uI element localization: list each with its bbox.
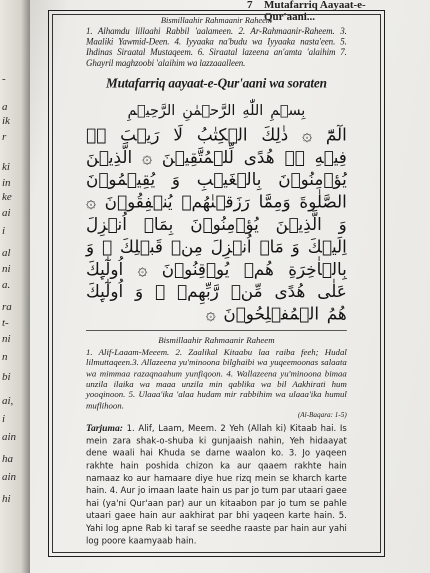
divider (86, 330, 347, 331)
left-page-fragment: - (2, 73, 6, 85)
arabic-basmala: بِسۡمِ اللّٰهِ الرَّحۡمٰنِ الرَّحِيۡمِ (127, 101, 306, 119)
left-page-fragment: i (2, 225, 6, 237)
left-page-fragment: ain (2, 471, 17, 483)
left-page-fragment: ik (2, 115, 10, 127)
left-page-fragment: t- (2, 317, 9, 329)
fatiha-heading: Bismillaahir Rahmaanir Raheem (160, 16, 272, 26)
left-page-fragment: ra (2, 301, 12, 313)
arabic-verses (86, 99, 347, 325)
left-page-fragment: ain (2, 431, 17, 443)
left-page-fragment: ni (2, 333, 11, 345)
section-title: Mutafarriq aayaat-e-Qur'aani wa soraten (106, 75, 327, 91)
fatiha-transliteration: 1. Alhamdu lillaahi Rabbil 'aalameen. 2. Ar-Rahmaanir-Raheem. 3. Maaliki Yawmid-Deen. 4. Iyyaaka na'budu wa Iyyaaka nasta'een. 5. Ihdinas Siraatal Mustaqeem. 6. Siraatal lazeena an'amta 'alaihim 7. Ghayril maghzoobi 'alaihim wa lazzaaalleen. (86, 26, 347, 69)
left-page-fragment: bi (2, 371, 11, 383)
left-page-fragment: n (2, 351, 8, 363)
left-page-fragment: ai (2, 207, 11, 219)
left-page-fragment: i (2, 413, 6, 425)
left-page-fragment: al (2, 247, 11, 259)
left-page-fragment: ai, (2, 395, 14, 407)
running-title: Mutafarriq Aayaat-e-Qur'aani... (264, 0, 366, 23)
left-page-fragment: ni (2, 263, 11, 275)
left-page-fragment: in (2, 177, 11, 189)
baqara-transliteration: 1. Alif-Laaam-Meeem. 2. Zaalikal Kitaabu laa raiba feeh; Hudal lilmuttaqeen.3. Allazeena yu'minoona bilghaibi wa yuqeemoonas salaata wa mimmaa razaqnaahum yunfiqoon. 4. Wallazeena yu'minoona bimaa unzila ilaika wa maaa unzila min qablika wa bil Aakhirati hum yooqinoon. 5. Ulaaa'ika 'alaa hudam mir rabbihim wa ulaaa'ika humul muflihoon. (86, 347, 347, 411)
baqara-heading: Bismillaahir Rahmaanir Raheem (158, 335, 275, 346)
verse-reference: (Al-Baqara: 1-5) (297, 411, 347, 419)
left-page-fragment: ki (2, 161, 10, 173)
translation-paragraph (86, 422, 347, 548)
arabic-text: الٓمّٓ ۞ ذٰلِكَ الۡكِتٰبُ لَا رَيۡبَ ۛۚ فِيۡهِ ۛۚ هُدًى لِّلۡمُتَّقِيۡنَ ۞ الَّذِيۡنَ يُؤۡمِنُوۡنَ بِالۡغَيۡبِ وَ يُقِيۡمُوۡنَ الصَّلٰوةَ وَمِمَّا رَزَقۡنٰهُمۡ يُنۡفِقُوۡنَ ۞ وَ الَّذِيۡنَ يُؤۡمِنُوۡنَ بِمَاۤ اُنۡزِلَ اِلَيۡكَ وَ مَاۤ اُنۡزِلَ مِنۡ قَبۡلِكَ ۚ وَ بِالۡاٰخِرَةِ هُمۡ يُوۡقِنُوۡنَ ۞ اُولٰٓٮِٕكَ عَلٰى هُدًى مِّنۡ رَّبِّهِمۡ ۚ وَ اُولٰٓٮِٕكَ هُمُ الۡمُفۡلِحُوۡنَ ۞ (86, 125, 347, 324)
left-page-fragment: hi (2, 493, 11, 505)
page-number: 7 (247, 0, 253, 11)
translation-text: 1. Alif, Laam, Meem. 2 Yeh (Allah ki) Kitaab hai. Is mein zara shak-o-shuba ki gunjaaish nahin, Yeh hidaayat dene waali hai Khuda se darne waalon ko. 3. Jo yaqeen rakhte hain poshida chizon ka aur qaaem rakhte hain namaaz ko aur hamaare diye hue rizq mein se kharch karte hain. 4. Aur jo imaan laate hain us par jo tum par utaari gaee hai (ya'ni Qur'aan par) aur un kitaabon par jo tum se pahle utaari gaee hain aur aakhirat par bhi yaqeen karte hain. 5. Yahi log apne Rab ki taraf se seedhe raaste par hain aur yahi log poore kaamyaab hain. (86, 423, 347, 546)
left-page-fragment: ke (2, 191, 12, 203)
translation-label: Tarjuma: (86, 422, 123, 434)
left-page-fragment: r (2, 131, 7, 143)
left-page-fragment: ha (2, 453, 13, 465)
left-page-fragment: a (2, 101, 8, 113)
page-content (86, 14, 347, 548)
left-page-fragment: a. (2, 279, 11, 291)
left-page-edge (0, 0, 30, 573)
